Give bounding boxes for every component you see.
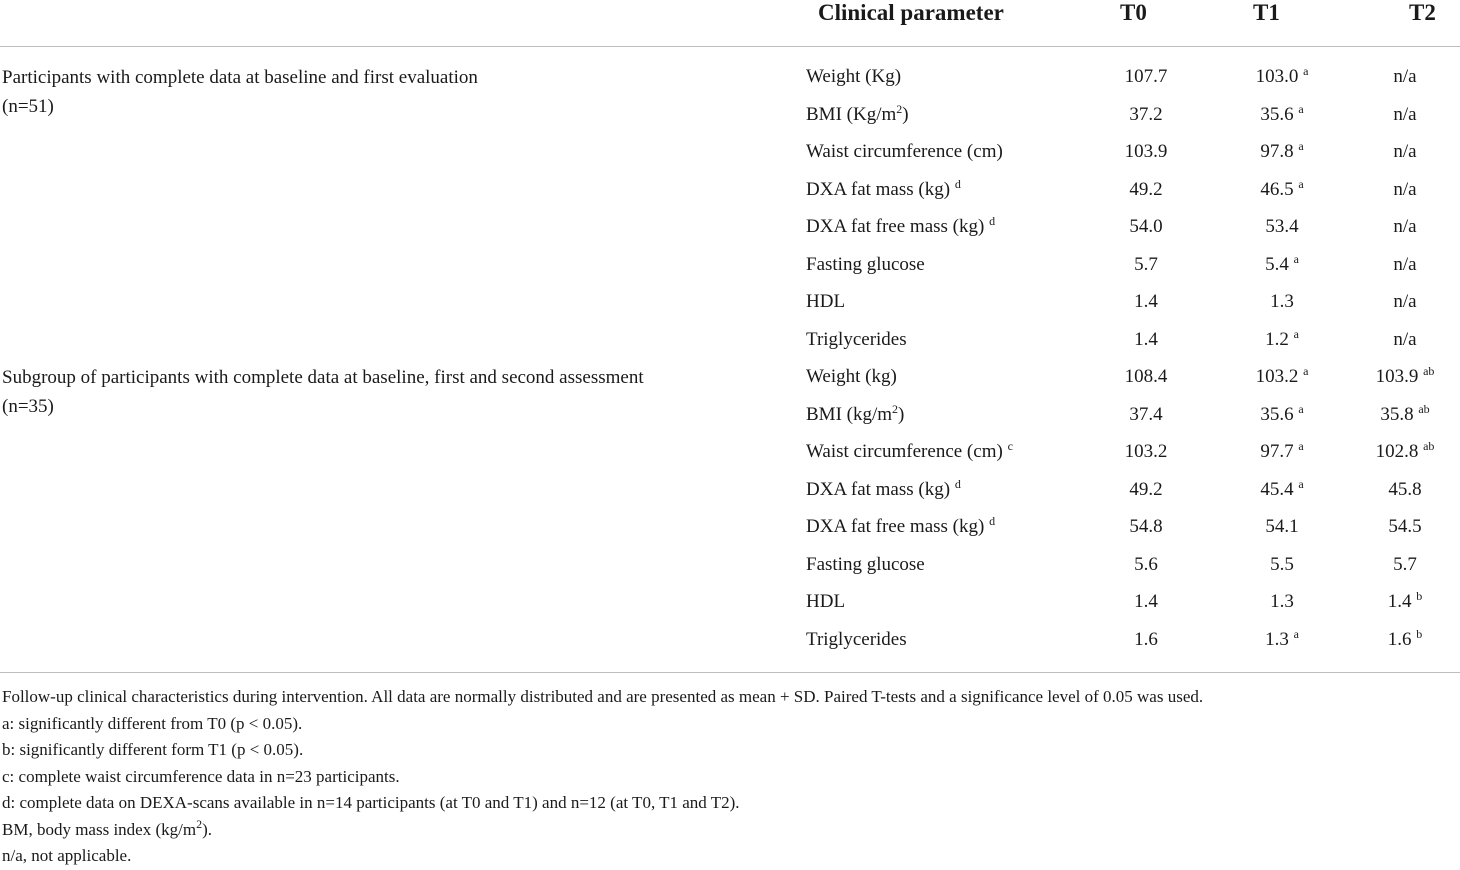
param-label: Fasting glucose	[806, 254, 925, 275]
t2-value: n/a	[1393, 291, 1417, 312]
footnote-na: n/a, not applicable.	[2, 846, 132, 865]
footnote-bm-sup: 2	[196, 816, 203, 831]
t2-cell	[1350, 141, 1460, 163]
param-footnote-marker: c	[1007, 439, 1013, 453]
t1-value: 46.5	[1260, 179, 1294, 200]
param-footnote-marker: d	[989, 214, 996, 228]
param-label: BMI (kg/m	[806, 404, 893, 425]
footnote-bm-tail: ).	[202, 819, 213, 839]
t2-cell	[1350, 66, 1460, 88]
t2-value: n/a	[1393, 329, 1417, 350]
t1-sig-marker: a	[1298, 139, 1304, 153]
param-cell	[806, 179, 961, 201]
t2-cell	[1350, 479, 1460, 501]
param-label: HDL	[806, 291, 846, 312]
t0-value: 49.2	[1129, 479, 1163, 500]
param-label: Waist circumference (cm)	[806, 441, 1003, 462]
param-label: DXA fat mass (kg)	[806, 179, 951, 200]
t0-value: 37.4	[1129, 404, 1163, 425]
t0-value: 49.2	[1129, 179, 1163, 200]
param-cell	[806, 254, 925, 276]
t1-cell	[1222, 104, 1342, 126]
t0-value: 1.4	[1134, 591, 1158, 612]
t1-value: 1.3	[1270, 591, 1294, 612]
param-unit-sup: 2	[896, 102, 903, 116]
footnote-intro: Follow-up clinical characteristics during intervention. All data are normally distributed and are presented as mean + SD. Paired T-tests and a significance level of 0.05 was used.	[2, 687, 1204, 706]
t1-cell	[1222, 554, 1342, 576]
t2-cell	[1350, 441, 1460, 463]
t0-value: 107.7	[1124, 66, 1168, 87]
t0-value: 1.4	[1134, 291, 1158, 312]
t1-value: 53.4	[1265, 216, 1299, 237]
t1-value: 97.8	[1260, 141, 1294, 162]
group-label-n: (n=51)	[2, 96, 54, 117]
t1-sig-marker: a	[1293, 327, 1299, 341]
t1-sig-marker: a	[1298, 439, 1304, 453]
t2-value: 5.7	[1393, 554, 1417, 575]
t1-cell	[1222, 479, 1342, 501]
t2-cell	[1350, 254, 1460, 276]
param-cell	[806, 441, 1013, 463]
param-footnote-marker: d	[954, 177, 961, 191]
t0-value: 1.4	[1134, 329, 1158, 350]
t2-value: 35.8	[1380, 404, 1414, 425]
param-footnote-marker: d	[954, 477, 961, 491]
t1-cell	[1222, 141, 1342, 163]
t2-value: n/a	[1393, 141, 1417, 162]
t2-value: n/a	[1393, 179, 1417, 200]
t2-value: n/a	[1393, 254, 1417, 275]
t1-cell	[1222, 629, 1342, 651]
t2-sig-marker: ab	[1423, 364, 1435, 378]
t1-sig-marker: a	[1303, 64, 1309, 78]
t2-cell	[1350, 591, 1460, 613]
t2-sig-marker: ab	[1423, 439, 1435, 453]
param-unit-sup: 2	[892, 402, 899, 416]
t1-value: 103.0	[1255, 66, 1299, 87]
t1-sig-marker: a	[1298, 177, 1304, 191]
t1-sig-marker: a	[1298, 102, 1304, 116]
t1-cell	[1222, 66, 1342, 88]
t2-cell	[1350, 366, 1460, 388]
group-label-complete-baseline	[2, 63, 772, 121]
param-cell	[806, 591, 845, 613]
t1-value: 5.5	[1270, 554, 1294, 575]
t2-cell	[1350, 179, 1460, 201]
param-cell	[806, 629, 907, 651]
param-cell	[806, 104, 909, 126]
param-label: HDL	[806, 591, 846, 612]
param-cell	[806, 516, 995, 538]
group-label-subgroup	[2, 363, 772, 421]
t1-sig-marker: a	[1298, 477, 1304, 491]
t1-sig-marker: a	[1303, 364, 1309, 378]
t0-value: 37.2	[1129, 104, 1163, 125]
param-cell	[806, 216, 995, 238]
param-label: Weight (kg)	[806, 366, 897, 387]
t1-cell	[1222, 591, 1342, 613]
t2-cell	[1350, 291, 1460, 313]
t2-value: 54.5	[1388, 516, 1422, 537]
t1-value: 54.1	[1265, 516, 1299, 537]
param-footnote-marker: d	[989, 514, 996, 528]
t2-value: 1.4	[1387, 591, 1412, 612]
t2-cell	[1350, 516, 1460, 538]
param-cell	[806, 554, 925, 576]
t1-value: 35.6	[1260, 104, 1294, 125]
param-label: Weight (Kg)	[806, 66, 902, 87]
param-cell	[806, 141, 1003, 163]
footnote-d: d: complete data on DEXA-scans available in n=14 participants (at T0 and T1) and n=12 (at T0, T1 and T2).	[2, 793, 740, 812]
t2-value: 102.8	[1375, 441, 1419, 462]
t1-value: 5.4	[1265, 254, 1289, 275]
header-t2: T2	[1409, 0, 1436, 25]
t0-value: 5.6	[1134, 554, 1158, 575]
header-t0: T0	[1120, 0, 1147, 25]
t2-cell	[1350, 104, 1460, 126]
footnote-c: c: complete waist circumference data in n=23 participants.	[2, 766, 400, 786]
param-unit-tail: )	[898, 404, 905, 425]
t0-value: 108.4	[1124, 366, 1168, 387]
t1-value: 1.2	[1265, 329, 1289, 350]
param-cell	[806, 291, 845, 313]
t0-value: 54.8	[1129, 516, 1163, 537]
t2-value: n/a	[1393, 216, 1417, 237]
t1-cell	[1222, 291, 1342, 313]
t1-cell	[1222, 254, 1342, 276]
param-cell	[806, 329, 907, 351]
header-rule	[0, 46, 1460, 47]
param-label: Waist circumference (cm)	[806, 141, 1003, 162]
group-label-text: Participants with complete data at baseline and first evaluation	[2, 67, 478, 88]
param-unit-tail: )	[902, 104, 909, 125]
group-label-n: (n=35)	[2, 396, 54, 417]
footnote-b: b: significantly different form T1 (p < 0.05).	[2, 740, 304, 759]
t1-cell	[1222, 441, 1342, 463]
t0-value: 54.0	[1129, 216, 1163, 237]
t1-value: 1.3	[1265, 629, 1289, 650]
t2-value: n/a	[1393, 104, 1417, 125]
param-label: Fasting glucose	[806, 554, 925, 575]
t1-value: 1.3	[1270, 291, 1294, 312]
t1-cell	[1222, 366, 1342, 388]
t2-value: 45.8	[1388, 479, 1422, 500]
t0-value: 103.9	[1124, 141, 1168, 162]
param-label: Triglycerides	[806, 329, 907, 350]
footnote-bm	[2, 817, 1203, 844]
t2-value: n/a	[1393, 66, 1417, 87]
param-label: DXA fat free mass (kg)	[806, 216, 985, 237]
t1-value: 45.4	[1260, 479, 1294, 500]
param-label: DXA fat free mass (kg)	[806, 516, 985, 537]
param-cell	[806, 66, 901, 88]
t1-cell	[1222, 404, 1342, 426]
footer-rule	[0, 672, 1460, 673]
t0-value: 103.2	[1124, 441, 1168, 462]
t1-sig-marker: a	[1293, 627, 1299, 641]
t1-cell	[1222, 516, 1342, 538]
t1-value: 103.2	[1255, 366, 1299, 387]
t1-cell	[1222, 179, 1342, 201]
param-label: BMI (Kg/m	[806, 104, 897, 125]
param-label: Triglycerides	[806, 629, 907, 650]
t2-sig-marker: b	[1416, 627, 1423, 641]
group-label-text: Subgroup of participants with complete data at baseline, first and second assessment	[2, 367, 644, 388]
header-clinical-parameter: Clinical parameter	[818, 0, 1004, 25]
t1-value: 35.6	[1260, 404, 1294, 425]
t2-cell	[1350, 216, 1460, 238]
t2-value: 1.6	[1387, 629, 1412, 650]
param-cell	[806, 366, 897, 388]
t1-sig-marker: a	[1293, 252, 1299, 266]
t1-cell	[1222, 216, 1342, 238]
t2-cell	[1350, 329, 1460, 351]
t2-cell	[1350, 554, 1460, 576]
t2-value: 103.9	[1375, 366, 1419, 387]
param-cell	[806, 404, 904, 426]
t2-sig-marker: ab	[1418, 402, 1430, 416]
param-label: DXA fat mass (kg)	[806, 479, 951, 500]
footnote-a: a: significantly different from T0 (p < 0.05).	[2, 713, 303, 733]
footnote-bm-text: BM, body mass index (kg/m	[2, 819, 197, 839]
param-cell	[806, 479, 961, 501]
t2-cell	[1350, 629, 1460, 651]
t1-cell	[1222, 329, 1342, 351]
t2-sig-marker: b	[1416, 589, 1423, 603]
t0-value: 1.6	[1134, 629, 1158, 650]
t0-value: 5.7	[1134, 254, 1158, 275]
header-t1: T1	[1253, 0, 1280, 25]
table-footnotes	[2, 684, 1203, 870]
t2-cell	[1350, 404, 1460, 426]
t1-value: 97.7	[1260, 441, 1294, 462]
t1-sig-marker: a	[1298, 402, 1304, 416]
